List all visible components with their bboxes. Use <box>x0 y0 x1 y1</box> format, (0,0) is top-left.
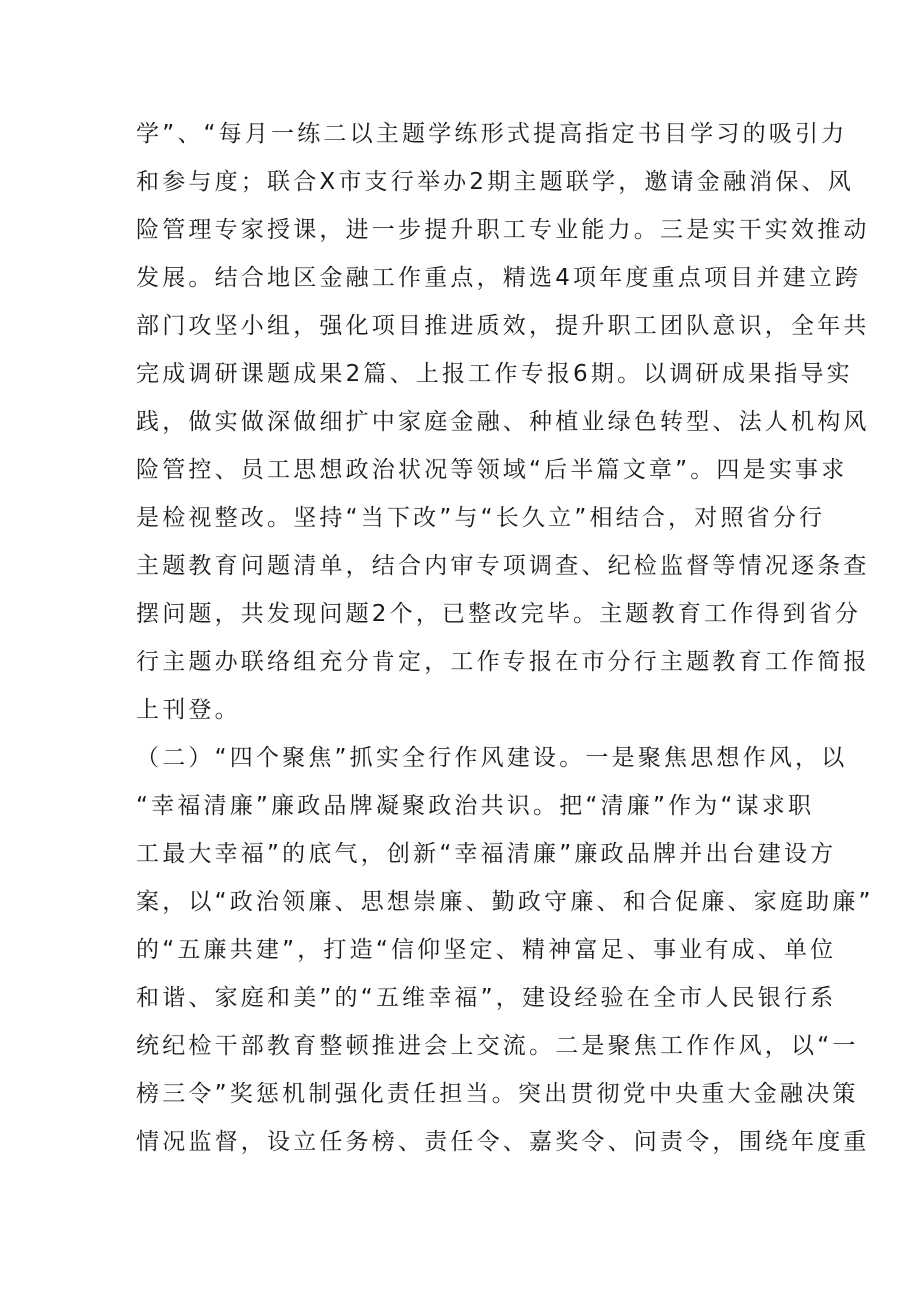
text-line: 情况监督，设立任务榜、责任令、嘉奖令、问责令，围绕年度重 <box>136 1129 870 1155</box>
body-text <box>136 110 874 1166</box>
text-line: 统纪检干部教育整顿推进会上交流。二是聚焦工作作风，以“一 <box>136 1033 859 1059</box>
text-line: 上刊登。 <box>136 697 241 723</box>
text-line: 践，做实做深做细扩中家庭金融、种植业绿色转型、法人机构风 <box>136 409 870 435</box>
section-heading-line: （二）“四个聚焦”抓实全行作风建设。一是聚焦思想作风，以 <box>136 745 848 771</box>
text-line: 是检视整改。坚持“当下改”与“长久立”相结合，对照省分行 <box>136 505 826 531</box>
text-line: 的“五廉共建”，打造“信仰坚定、精神富足、事业有成、单位 <box>136 937 837 963</box>
text-line: 摆问题，共发现问题2个，已整改完毕。主题教育工作得到省分 <box>136 601 862 627</box>
text-line: 险管控、员工思想政治状况等领域“后半篇文章”。四是实事求 <box>136 457 848 483</box>
text-line: “幸福清廉”廉政品牌凝聚政治共识。把“清廉”作为“谋求职 <box>136 793 815 819</box>
text-line: 案，以“政治领廉、思想崇廉、勤政守廉、和合促廉、家庭助廉” <box>136 889 874 915</box>
text-line: 和谐、家庭和美”的“五维幸福”，建设经验在全市人民银行系 <box>136 985 837 1011</box>
text-line: 榜三令”奖惩机制强化责任担当。突出贯彻党中央重大金融决策 <box>136 1081 859 1107</box>
text-line: 发展。结合地区金融工作重点，精选4项年度重点项目并建立跨 <box>136 265 862 291</box>
text-line: 学”、“每月一练二以主题学练形式提高指定书目学习的吸引力 <box>136 121 848 147</box>
text-line: 工最大幸福”的底气，创新“幸福清廉”廉政品牌并出台建设方 <box>136 841 837 867</box>
text-line: 行主题办联络组充分肯定，工作专报在市分行主题教育工作简报 <box>136 649 870 675</box>
text-line: 部门攻坚小组，强化项目推进质效，提升职工团队意识，全年共 <box>136 313 870 339</box>
text-line: 险管理专家授课，进一步提升职工专业能力。三是实干实效推动 <box>136 217 870 243</box>
text-line: 主题教育问题清单，结合内审专项调查、纪检监督等情况逐条查 <box>136 553 870 579</box>
text-line: 完成调研课题成果2篇、上报工作专报6期。以调研成果指导实 <box>136 361 853 387</box>
text-line: 和参与度；联合X市支行举办2期主题联学，邀请金融消保、风 <box>136 169 854 195</box>
